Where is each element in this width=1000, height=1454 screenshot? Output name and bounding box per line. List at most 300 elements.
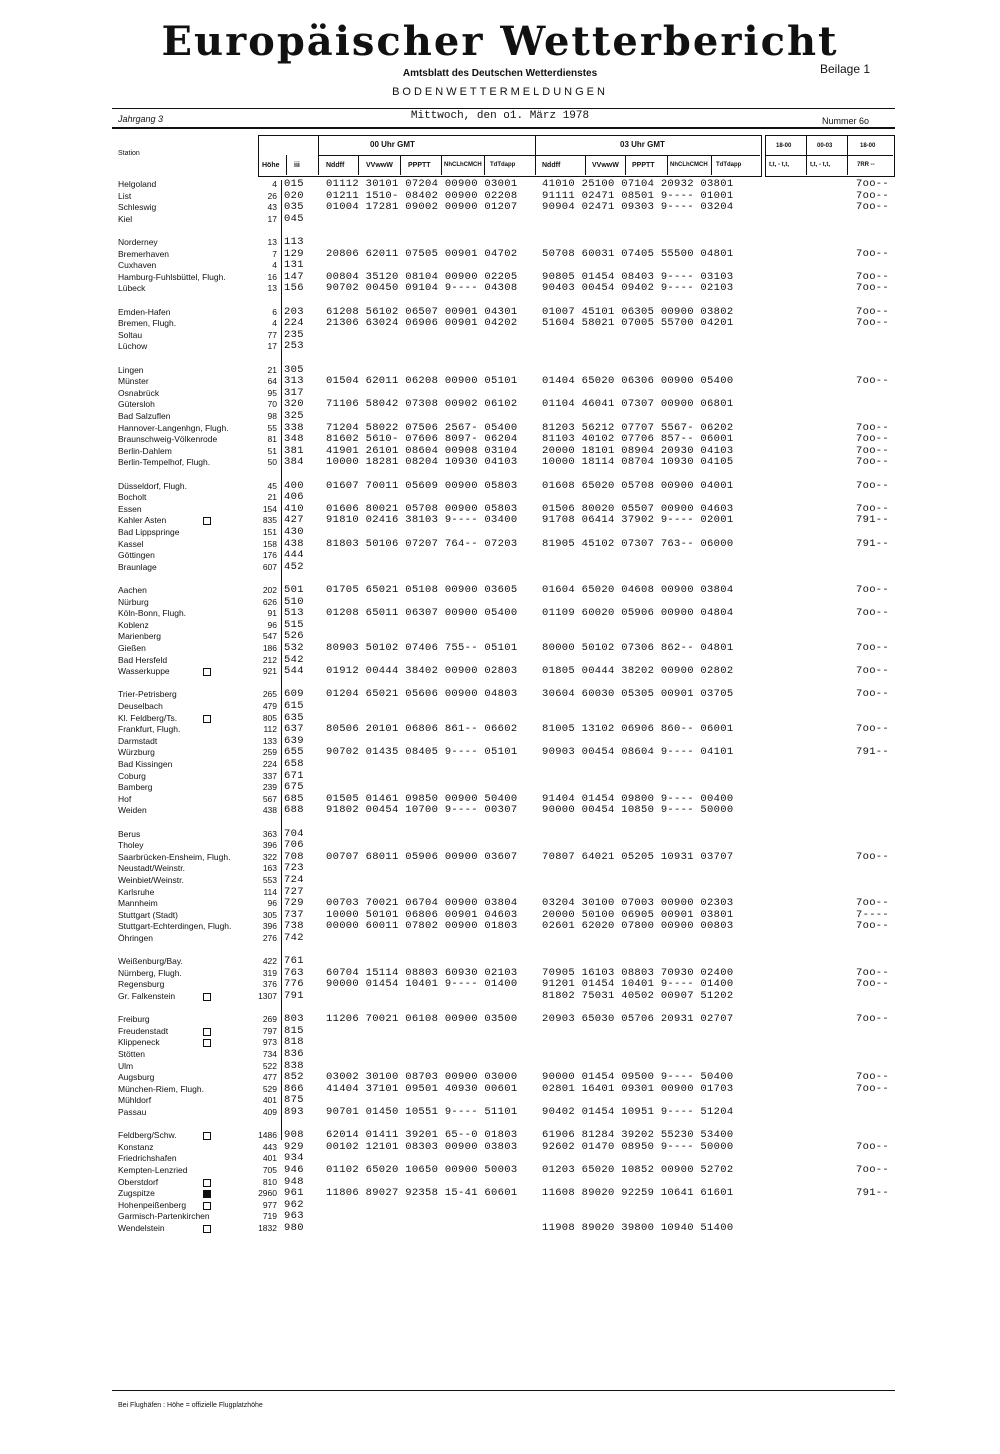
station-height: 479 xyxy=(262,701,277,711)
station-index: 501 xyxy=(284,584,304,596)
obs-00gmt: 01504 62011 06208 00900 05101 xyxy=(326,375,518,388)
station-index: 708 xyxy=(284,850,304,863)
station-name: Garmisch-Partenkirchen xyxy=(118,1211,210,1222)
header-nddff: Nddff xyxy=(326,162,345,169)
station-height: 401 xyxy=(262,1095,277,1106)
obs-03gmt: 41010 25100 07104 20932 03801 xyxy=(542,178,734,190)
station-height: 269 xyxy=(262,1014,277,1025)
obs-03gmt: 91111 02471 08501 9---- 01001 xyxy=(542,189,734,202)
obs-00gmt: 00000 60011 07802 00900 01803 xyxy=(326,920,518,933)
station-index: 430 xyxy=(284,526,304,538)
header-vvwww: VVwwW xyxy=(366,162,393,169)
obs-00gmt: 91802 00454 10700 9---- 00307 xyxy=(326,804,518,817)
precip-code: 7oo-- xyxy=(856,1164,890,1176)
station-name: Berus xyxy=(118,828,141,839)
station-height: 17 xyxy=(267,213,277,224)
station-height: 719 xyxy=(262,1211,277,1222)
obs-00gmt: 00707 68011 05906 00900 03607 xyxy=(326,850,518,863)
station-name: Lüchow xyxy=(118,341,148,352)
station-name: Lübeck xyxy=(118,283,146,294)
precip-code: 7oo-- xyxy=(856,688,890,701)
precip-code: 7oo-- xyxy=(856,1071,890,1084)
station-name: Gütersloh xyxy=(118,399,155,410)
station-name: Konstanz xyxy=(118,1141,154,1152)
obs-03gmt: 01203 65020 10852 00900 52702 xyxy=(542,1164,734,1176)
station-index: 609 xyxy=(284,688,304,701)
precip-code: 7oo-- xyxy=(856,444,890,457)
obs-00gmt: 91810 02416 38103 9---- 03400 xyxy=(326,514,518,527)
station-name: Göttingen xyxy=(118,550,155,561)
station-height: 443 xyxy=(262,1141,277,1152)
station-name: Saarbrücken-Ensheim, Flugh. xyxy=(118,851,231,862)
precip-code: 791-- xyxy=(856,537,890,550)
station-index: 020 xyxy=(284,189,304,202)
station-name: Koblenz xyxy=(118,619,149,630)
station-height: 114 xyxy=(263,886,277,897)
station-height: 376 xyxy=(262,979,277,990)
precip-code: 7oo-- xyxy=(856,433,890,446)
station-name: Emden-Hafen xyxy=(118,306,171,317)
station-index: 791 xyxy=(284,990,304,1002)
station-name: Kempten-Lenzried xyxy=(118,1165,188,1175)
station-index: 724 xyxy=(284,874,304,886)
obs-03gmt: 30604 60030 05305 00901 03705 xyxy=(542,688,734,701)
station-height: 401 xyxy=(262,1153,277,1164)
filled-square-icon xyxy=(203,1190,211,1198)
station-index: 338 xyxy=(284,421,304,434)
station-index: 515 xyxy=(284,618,304,631)
station-index: 224 xyxy=(284,317,304,330)
obs-00gmt: 01112 30101 07204 00900 03001 xyxy=(326,178,518,190)
station-index: 836 xyxy=(284,1048,304,1060)
precip-code: 7oo-- xyxy=(856,282,890,295)
station-name: Weiden xyxy=(118,805,147,816)
station-height: 805 xyxy=(262,712,277,723)
station-index: 542 xyxy=(284,653,304,666)
header-pppt-03: PPPTT xyxy=(632,162,655,169)
station-height: 13 xyxy=(267,283,277,294)
precip-code: 791-- xyxy=(856,514,890,527)
station-height: 13 xyxy=(267,237,277,247)
obs-03gmt: 11608 89020 92259 10641 61601 xyxy=(542,1187,734,1200)
station-name: Wasserkuppe xyxy=(118,666,170,677)
obs-00gmt: 01505 01461 09850 00900 50400 xyxy=(326,792,518,805)
station-height: 547 xyxy=(262,631,277,642)
station-name: Tholey xyxy=(118,840,144,851)
obs-03gmt: 90805 01454 08403 9---- 03103 xyxy=(542,270,734,283)
header-box-right xyxy=(765,135,895,177)
station-height: 224 xyxy=(262,759,277,769)
header-sub-a: t,t, - t,t, xyxy=(769,162,789,168)
station-height: 212 xyxy=(262,654,277,665)
station-height: 835 xyxy=(262,515,277,526)
station-name: Freudenstadt xyxy=(118,1025,169,1036)
station-height: 319 xyxy=(262,967,277,978)
precip-code: 7oo-- xyxy=(856,920,890,933)
precip-code: 7oo-- xyxy=(856,723,890,736)
station-height: 4 xyxy=(272,260,277,271)
obs-03gmt: 90402 01454 10951 9---- 51204 xyxy=(542,1106,734,1118)
station-index: 815 xyxy=(284,1024,304,1037)
station-name: Hannover-Langenhgn, Flugh. xyxy=(118,422,229,433)
station-height: 96 xyxy=(267,898,277,909)
station-height: 797 xyxy=(262,1025,277,1036)
station-name: Passau xyxy=(118,1107,147,1117)
station-name: Trier-Petrisberg xyxy=(118,689,177,700)
precip-code: 7oo-- xyxy=(856,978,890,991)
station-index: 313 xyxy=(284,375,304,388)
station-height: 6 xyxy=(272,306,277,317)
station-index: 639 xyxy=(284,734,304,747)
bottom-rule xyxy=(112,1390,895,1391)
header-nhcl: NhCLhCMCH xyxy=(444,162,482,168)
precip-code: 7oo-- xyxy=(856,189,890,202)
obs-00gmt: 20806 62011 07505 00901 04702 xyxy=(326,247,518,260)
obs-03gmt: 01608 65020 05708 00900 04001 xyxy=(542,479,734,492)
header-1800b: 18-00 xyxy=(860,143,876,149)
station-index: 637 xyxy=(284,723,304,736)
obs-00gmt: 01211 1510- 08402 00900 02208 xyxy=(326,189,518,202)
station-height: 112 xyxy=(263,724,277,735)
precip-code: 7oo-- xyxy=(856,479,890,492)
station-index: 963 xyxy=(284,1210,304,1223)
precip-code: 7oo-- xyxy=(856,1013,890,1026)
station-height: 96 xyxy=(267,619,277,630)
station-height: 21 xyxy=(267,492,277,503)
station-name: Neustadt/Weinstr. xyxy=(118,863,185,874)
station-height: 133 xyxy=(262,735,277,746)
station-index: 253 xyxy=(284,340,304,353)
station-name: Mühldorf xyxy=(118,1095,152,1106)
station-index: 384 xyxy=(284,456,304,469)
station-height: 276 xyxy=(262,933,277,943)
station-name: Berlin-Dahlem xyxy=(118,445,172,456)
station-index: 510 xyxy=(284,595,304,608)
header-tdtd-03: TdTdapp xyxy=(716,162,742,168)
station-height: 163 xyxy=(262,863,277,874)
open-square-icon xyxy=(203,993,211,1001)
obs-00gmt: 41404 37101 09501 40930 00601 xyxy=(326,1082,518,1095)
obs-00gmt: 10000 18281 08204 10930 04103 xyxy=(326,456,518,469)
header-divider xyxy=(286,155,287,175)
station-index: 325 xyxy=(284,410,304,422)
station-index: 544 xyxy=(284,665,304,678)
station-name: Gr. Falkenstein xyxy=(118,991,176,1001)
page-title: Europäischer Wetterbericht xyxy=(161,18,839,65)
precip-code: 7oo-- xyxy=(856,421,890,434)
station-index: 948 xyxy=(284,1175,304,1188)
station-index: 737 xyxy=(284,908,304,921)
station-index: 838 xyxy=(284,1059,304,1072)
station-index: 761 xyxy=(284,955,304,968)
station-height: 21 xyxy=(267,364,277,375)
station-index: 763 xyxy=(284,966,304,979)
station-index: 317 xyxy=(284,386,304,399)
station-height: 522 xyxy=(262,1060,277,1071)
precip-code: 7oo-- xyxy=(856,584,890,596)
obs-00gmt: 01705 65021 05108 00900 03605 xyxy=(326,584,518,596)
station-index: 348 xyxy=(284,433,304,446)
station-height: 17 xyxy=(267,341,277,352)
station-index: 962 xyxy=(284,1198,304,1211)
station-index: 113 xyxy=(284,236,304,248)
station-name: List xyxy=(118,190,132,201)
station-height: 322 xyxy=(262,851,277,862)
header-tdtd: TdTdapp xyxy=(490,162,516,168)
station-height: 70 xyxy=(267,399,277,410)
station-height: 4 xyxy=(272,179,277,189)
open-square-icon xyxy=(203,668,211,676)
obs-00gmt: 01208 65011 06307 00900 05400 xyxy=(326,607,518,620)
station-name: Kiel xyxy=(118,213,133,224)
obs-00gmt: 11806 89027 92358 15-41 60601 xyxy=(326,1187,518,1200)
station-name: Schleswig xyxy=(118,202,157,213)
station-index: 738 xyxy=(284,920,304,933)
station-height: 553 xyxy=(262,875,277,885)
station-name: Köln-Bonn, Flugh. xyxy=(118,608,187,619)
station-index: 015 xyxy=(284,178,304,190)
header-hoehe: Höhe xyxy=(262,162,280,169)
open-square-icon xyxy=(203,1202,211,1210)
obs-00gmt: 01102 65020 10650 00900 50003 xyxy=(326,1164,518,1176)
station-index: 635 xyxy=(284,711,304,724)
station-height: 151 xyxy=(262,527,277,537)
header-divider xyxy=(847,135,848,175)
station-name: Nürburg xyxy=(118,596,149,607)
station-height: 305 xyxy=(262,909,277,920)
obs-03gmt: 91708 06414 37902 9---- 02001 xyxy=(542,514,734,527)
precip-code: 7oo-- xyxy=(856,607,890,620)
station-name: Friedrichshafen xyxy=(118,1153,177,1164)
station-height: 734 xyxy=(262,1049,277,1059)
station-name: Lingen xyxy=(118,364,144,375)
header-iii: iii xyxy=(294,162,300,169)
station-height: 81 xyxy=(267,434,277,445)
station-index: 438 xyxy=(284,537,304,550)
station-height: 337 xyxy=(262,770,277,781)
station-index: 320 xyxy=(284,398,304,411)
obs-00gmt: 00804 35120 08104 00900 02205 xyxy=(326,270,518,283)
page-subtitle: Amtsblatt des Deutschen Wetterdienstes xyxy=(402,68,598,79)
station-index: 929 xyxy=(284,1140,304,1153)
station-height: 259 xyxy=(262,747,277,758)
obs-03gmt: 90904 02471 09303 9---- 03204 xyxy=(542,201,734,214)
station-height: 921 xyxy=(262,666,277,677)
station-height: 477 xyxy=(262,1072,277,1083)
obs-03gmt: 01506 80020 05507 00900 04603 xyxy=(542,502,734,515)
issue-number: Nummer 6o xyxy=(822,116,870,126)
header-divider xyxy=(318,135,319,175)
open-square-icon xyxy=(203,1028,211,1036)
precip-code: 7oo-- xyxy=(856,665,890,678)
station-index: 526 xyxy=(284,630,304,643)
header-split-right xyxy=(765,155,893,156)
obs-03gmt: 92602 01470 08950 9---- 50000 xyxy=(542,1140,734,1153)
station-height: 529 xyxy=(262,1083,277,1094)
obs-03gmt: 90903 00454 08604 9---- 04101 xyxy=(542,746,734,759)
station-name: Stuttgart-Echterdingen, Flugh. xyxy=(118,921,232,932)
header-sub-b: t,t, - t,t, xyxy=(810,162,830,168)
station-name: Hof xyxy=(118,793,132,804)
obs-03gmt: 90000 01454 09500 9---- 50400 xyxy=(542,1071,734,1084)
open-square-icon xyxy=(203,1039,211,1047)
header-03gmt: 03 Uhr GMT xyxy=(620,140,665,149)
station-index: 893 xyxy=(284,1106,304,1118)
station-height: 626 xyxy=(262,596,277,607)
station-name: Nürnberg, Flugh. xyxy=(118,967,182,978)
obs-03gmt: 01404 65020 06306 00900 05400 xyxy=(542,375,734,388)
station-name: Würzburg xyxy=(118,747,155,758)
header-pppt: PPPTT xyxy=(408,162,431,169)
station-name: Weißenburg/Bay. xyxy=(118,956,183,967)
station-height: 1832 xyxy=(258,1223,277,1233)
obs-00gmt: 90702 00450 09104 9---- 04308 xyxy=(326,282,518,295)
station-name: Klippeneck xyxy=(118,1037,160,1048)
station-index: 685 xyxy=(284,792,304,805)
obs-00gmt: 01204 65021 05606 00900 04803 xyxy=(326,688,518,701)
obs-03gmt: 01805 00444 38202 00900 02802 xyxy=(542,665,734,678)
station-height: 45 xyxy=(267,480,277,491)
obs-03gmt: 81802 75031 40502 00907 51202 xyxy=(542,990,734,1002)
obs-00gmt: 41901 26101 08604 00908 03104 xyxy=(326,444,518,457)
station-index: 704 xyxy=(284,827,304,840)
precip-code: 7oo-- xyxy=(856,201,890,214)
section-title: BODENWETTERMELDUNGEN xyxy=(392,86,608,98)
obs-03gmt: 90403 00454 09402 9---- 02103 xyxy=(542,282,734,295)
header-divider xyxy=(441,155,442,175)
obs-03gmt: 80000 50102 07306 862-- 04801 xyxy=(542,642,734,654)
station-height: 977 xyxy=(262,1199,277,1210)
station-index: 658 xyxy=(284,758,304,770)
station-index: 406 xyxy=(284,491,304,504)
header-vvwww-03: VVwwW xyxy=(592,162,619,169)
station-name: Karlsruhe xyxy=(118,886,155,897)
station-height: 4 xyxy=(272,318,277,329)
station-name: Aachen xyxy=(118,585,147,595)
station-index: 961 xyxy=(284,1187,304,1200)
station-index: 706 xyxy=(284,839,304,852)
obs-03gmt: 51604 58021 07005 55700 04201 xyxy=(542,317,734,330)
station-name: Soltau xyxy=(118,329,143,340)
station-name: Bremen, Flugh. xyxy=(118,318,177,329)
station-index: 410 xyxy=(284,502,304,515)
station-index: 803 xyxy=(284,1013,304,1026)
station-name: Bad Lippspringe xyxy=(118,527,180,537)
obs-00gmt: 61208 56102 06507 00901 04301 xyxy=(326,305,518,318)
station-index: 235 xyxy=(284,328,304,341)
obs-00gmt: 90702 01435 08405 9---- 05101 xyxy=(326,746,518,759)
obs-00gmt: 62014 01411 39201 65--0 01803 xyxy=(326,1129,518,1142)
open-square-icon xyxy=(203,1179,211,1187)
station-index: 742 xyxy=(284,932,304,944)
obs-00gmt: 81803 50106 07207 764-- 07203 xyxy=(326,537,518,550)
header-0003: 00-03 xyxy=(817,143,833,149)
station-index: 980 xyxy=(284,1222,304,1234)
obs-00gmt: 00703 70021 06704 00900 03804 xyxy=(326,897,518,910)
station-name: Feldberg/Schw. xyxy=(118,1130,177,1141)
station-height: 1307 xyxy=(258,991,277,1001)
obs-03gmt: 01109 60020 05906 00900 04804 xyxy=(542,607,734,620)
station-name: Gießen xyxy=(118,643,146,653)
obs-00gmt: 71204 58022 07506 2567- 05400 xyxy=(326,421,518,434)
header-divider xyxy=(585,155,586,175)
station-name: Düsseldorf, Flugh. xyxy=(118,480,187,491)
station-height: 265 xyxy=(262,689,277,700)
station-name: Kassel xyxy=(118,538,144,549)
station-index: 305 xyxy=(284,363,304,376)
station-name: Bremerhaven xyxy=(118,248,170,259)
station-height: 77 xyxy=(267,329,277,340)
obs-03gmt: 10000 18114 08704 10930 04105 xyxy=(542,456,734,469)
obs-03gmt: 02601 62020 07800 00900 00803 xyxy=(542,920,734,933)
station-height: 95 xyxy=(267,387,277,398)
open-square-icon xyxy=(203,517,211,525)
station-index: 866 xyxy=(284,1082,304,1095)
obs-00gmt: 90701 01450 10551 9---- 51101 xyxy=(326,1106,518,1118)
obs-03gmt: 20000 50100 06905 00901 03801 xyxy=(542,908,734,921)
station-height: 567 xyxy=(262,793,277,804)
station-index: 776 xyxy=(284,978,304,991)
header-station: Station xyxy=(118,150,140,157)
station-index: 615 xyxy=(284,700,304,712)
station-name: Darmstadt xyxy=(118,735,158,746)
header-divider xyxy=(711,155,712,175)
station-index: 655 xyxy=(284,746,304,759)
obs-00gmt: 80506 20101 06806 861-- 06602 xyxy=(326,723,518,736)
header-divider xyxy=(358,155,359,175)
station-name: Hamburg-Fuhlsbüttel, Flugh. xyxy=(118,271,226,282)
station-height: 1486 xyxy=(258,1130,277,1141)
station-name: Augsburg xyxy=(118,1072,155,1083)
station-index: 035 xyxy=(284,201,304,214)
station-index: 129 xyxy=(284,247,304,260)
station-index: 675 xyxy=(284,781,304,794)
obs-00gmt: 90000 01454 10401 9---- 01400 xyxy=(326,978,518,991)
precip-code: 7oo-- xyxy=(856,247,890,260)
station-name: Öhringen xyxy=(118,933,153,943)
station-height: 396 xyxy=(262,921,277,932)
station-index: 946 xyxy=(284,1164,304,1176)
station-name: Kahler Asten xyxy=(118,515,167,526)
obs-03gmt: 03204 30100 07003 00900 02303 xyxy=(542,897,734,910)
precip-code: 7oo-- xyxy=(856,178,890,190)
station-index: 156 xyxy=(284,282,304,295)
station-index: 852 xyxy=(284,1071,304,1084)
station-index: 818 xyxy=(284,1036,304,1049)
station-name: Wendelstein xyxy=(118,1223,165,1233)
station-height: 705 xyxy=(262,1165,277,1175)
station-name: Bamberg xyxy=(118,782,153,793)
obs-00gmt: 21306 63024 06906 00901 04202 xyxy=(326,317,518,330)
obs-03gmt: 81905 45102 07307 763-- 06000 xyxy=(542,537,734,550)
station-index: 452 xyxy=(284,560,304,573)
station-name: Hohenpeißenberg xyxy=(118,1199,187,1210)
station-height: 607 xyxy=(262,561,277,572)
station-height: 363 xyxy=(262,828,277,839)
station-name: Coburg xyxy=(118,770,146,781)
obs-00gmt: 81602 5610- 07606 8097- 06204 xyxy=(326,433,518,446)
station-name: Bad Hersfeld xyxy=(118,654,168,665)
header-nhcl-03: NhCLhCMCH xyxy=(670,162,708,168)
header-1800a: 18-00 xyxy=(776,143,792,149)
station-height: 26 xyxy=(267,190,277,201)
obs-03gmt: 81103 40102 07706 857-- 06001 xyxy=(542,433,734,446)
station-name: Berlin-Tempelhof, Flugh. xyxy=(118,457,211,468)
station-name: Marienberg xyxy=(118,631,161,642)
beilage-label: Beilage 1 xyxy=(820,62,871,76)
header-divider xyxy=(806,135,807,175)
precip-code: 7oo-- xyxy=(856,270,890,283)
